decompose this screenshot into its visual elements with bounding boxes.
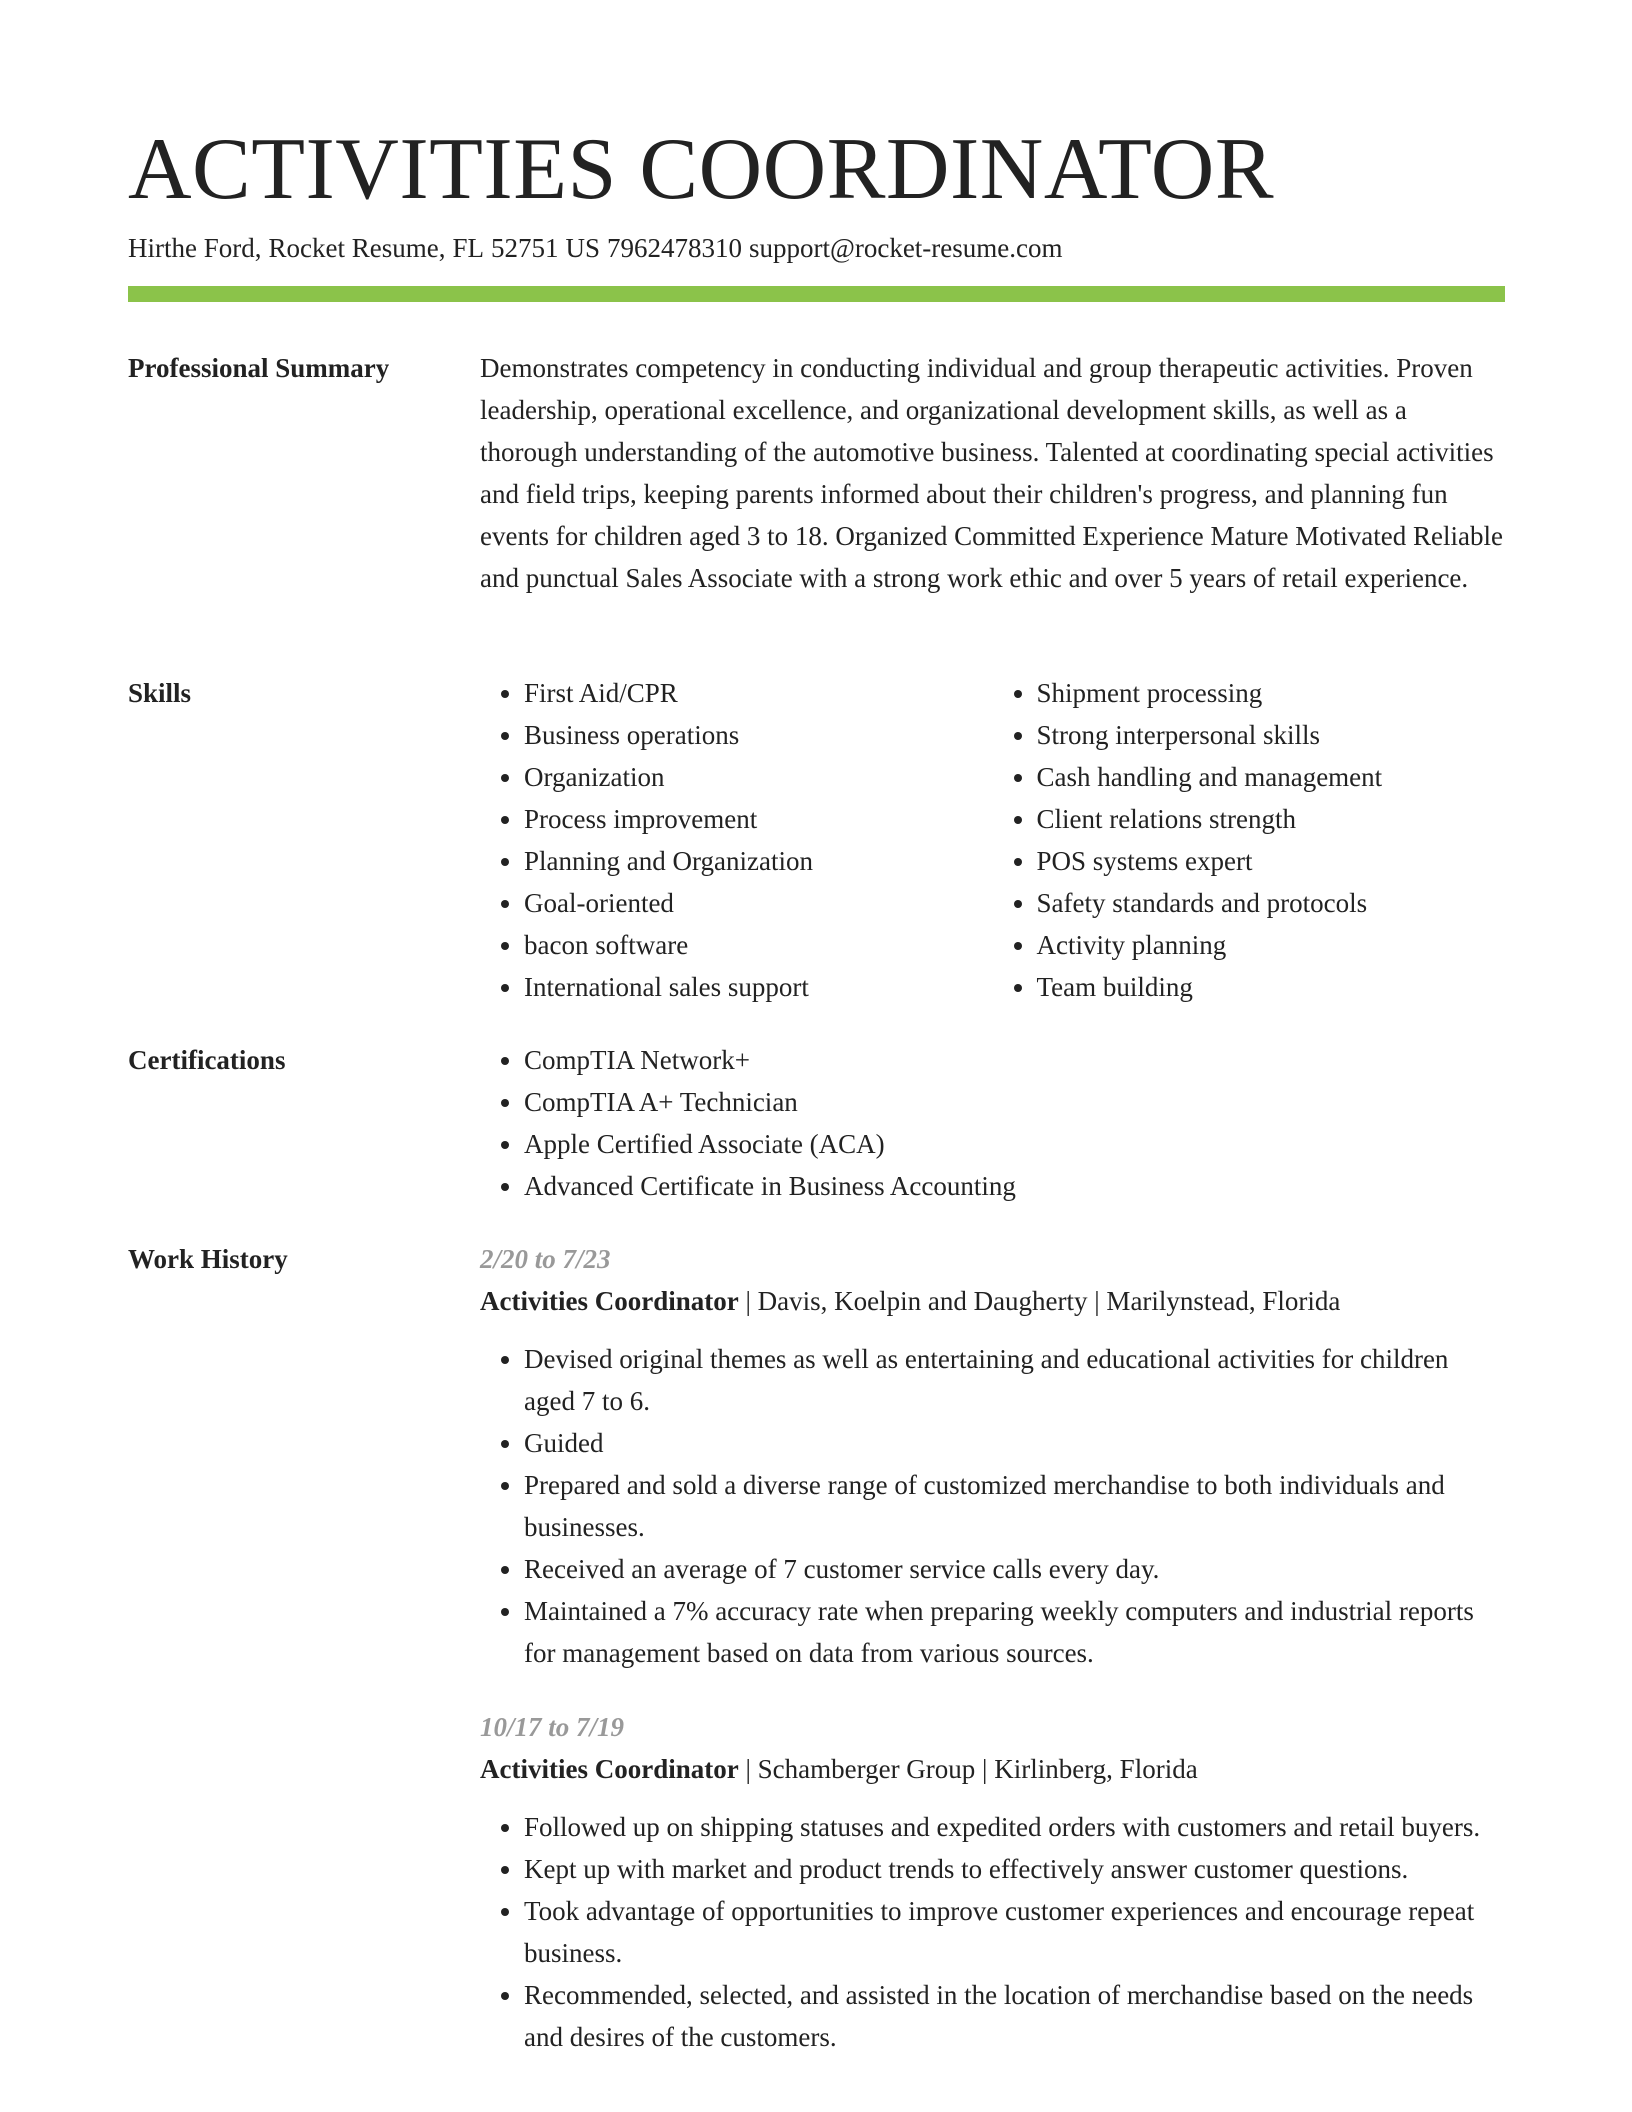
job-bullet: • Kept up with market and product trends to effectively answer customer questions. [524,1848,1505,1890]
job-heading [480,1748,1505,1790]
contact-zip: 52751 [490,233,559,263]
work-history-content [480,1238,1505,2058]
skill-item: • Goal-oriented [524,882,993,924]
skill-item: • Planning and Organization [524,840,993,882]
job-heading [480,1280,1505,1322]
job-title: Activities Coordinator [480,1286,739,1316]
certification-item: • CompTIA A+ Technician [524,1081,1505,1123]
skills-list-left [480,672,993,1008]
job-title: Activities Coordinator [480,1754,739,1784]
skill-item: • Safety standards and protocols [1037,882,1506,924]
job-entry [480,1706,1505,2058]
skill-item: • POS systems expert [1037,840,1506,882]
certification-item: • Apple Certified Associate (ACA) [524,1123,1505,1165]
skill-item: • Strong interpersonal skills [1037,714,1506,756]
contact-name: Hirthe Ford, [128,233,262,263]
job-bullet: • Took advantage of opportunities to improve customer experiences and encourage repeat business. [524,1890,1505,1974]
job-dates: 2/20 to 7/23 [480,1244,611,1274]
summary-text: Demonstrates competency in conducting individual and group therapeutic activities. Proven leadership, operational excellence, and organizational development skills, as well as a thorough understanding of the automotive business. Talented at coordinating special activities and field trips, keeping parents informed about their children's progress, and planning fun events for children aged 3 to 18. Organized Committed Experience Mature Motivated Reliable and punctual Sales Associate with a strong work ethic and over 5 years of retail experience. [480,353,1503,593]
skill-item: • First Aid/CPR [524,672,993,714]
skill-item: • bacon software [524,924,993,966]
skill-item: • Activity planning [1037,924,1506,966]
contact-phone: 7962478310 [606,233,742,263]
summary-content [480,347,1505,599]
skill-item: • Process improvement [524,798,993,840]
job-bullet: • Recommended, selected, and assisted in the location of merchandise based on the needs and desires of the customers. [524,1974,1505,2058]
contact-line [128,230,1070,266]
contact-email[interactable]: support@rocket-resume.com [748,233,1063,263]
job-details: | Schamberger Group | Kirlinberg, Florida [738,1754,1198,1784]
certification-item: • CompTIA Network+ [524,1039,1505,1081]
contact-country: US [565,233,600,263]
skill-item: • Client relations strength [1037,798,1506,840]
skill-item: • Team building [1037,966,1506,1008]
certifications-content [480,1039,1505,1207]
job-bullet: • Devised original themes as well as entertaining and educational activities for children aged 7 to 6. [524,1338,1505,1422]
job-details: | Davis, Koelpin and Daugherty | Marilynstead, Florida [738,1286,1341,1316]
contact-state: FL [452,233,484,263]
job-bullet-list [480,1806,1505,2058]
accent-divider [128,286,1505,302]
work-history-label: Work History [128,1244,288,1274]
job-dates: 10/17 to 7/19 [480,1712,625,1742]
job-bullet: • Followed up on shipping statuses and expedited orders with customers and retail buyers. [524,1806,1505,1848]
job-bullet: • Received an average of 7 customer service calls every day. [524,1548,1505,1590]
job-bullet-list [480,1338,1505,1674]
skill-item: • International sales support [524,966,993,1008]
contact-company: Rocket Resume, [268,233,446,263]
certification-item: • Advanced Certificate in Business Accounting [524,1165,1505,1207]
job-entry [480,1238,1505,1674]
skill-item: • Business operations [524,714,993,756]
skills-label: Skills [128,678,192,708]
skill-item: • Organization [524,756,993,798]
job-bullet: • Guided [524,1422,1505,1464]
skill-item: • Shipment processing [1037,672,1506,714]
certifications-label: Certifications [128,1045,286,1075]
job-bullet: • Maintained a 7% accuracy rate when preparing weekly computers and industrial reports for management based on data from various sources. [524,1590,1505,1674]
resume-title: ACTIVITIES COORDINATOR [128,121,1275,218]
skills-list-right [993,672,1506,1008]
certifications-list [480,1039,1505,1207]
skills-content [480,672,1505,1008]
skill-item: • Cash handling and management [1037,756,1506,798]
summary-label: Professional Summary [128,353,390,383]
job-bullet: • Prepared and sold a diverse range of customized merchandise to both individuals and businesses. [524,1464,1505,1548]
